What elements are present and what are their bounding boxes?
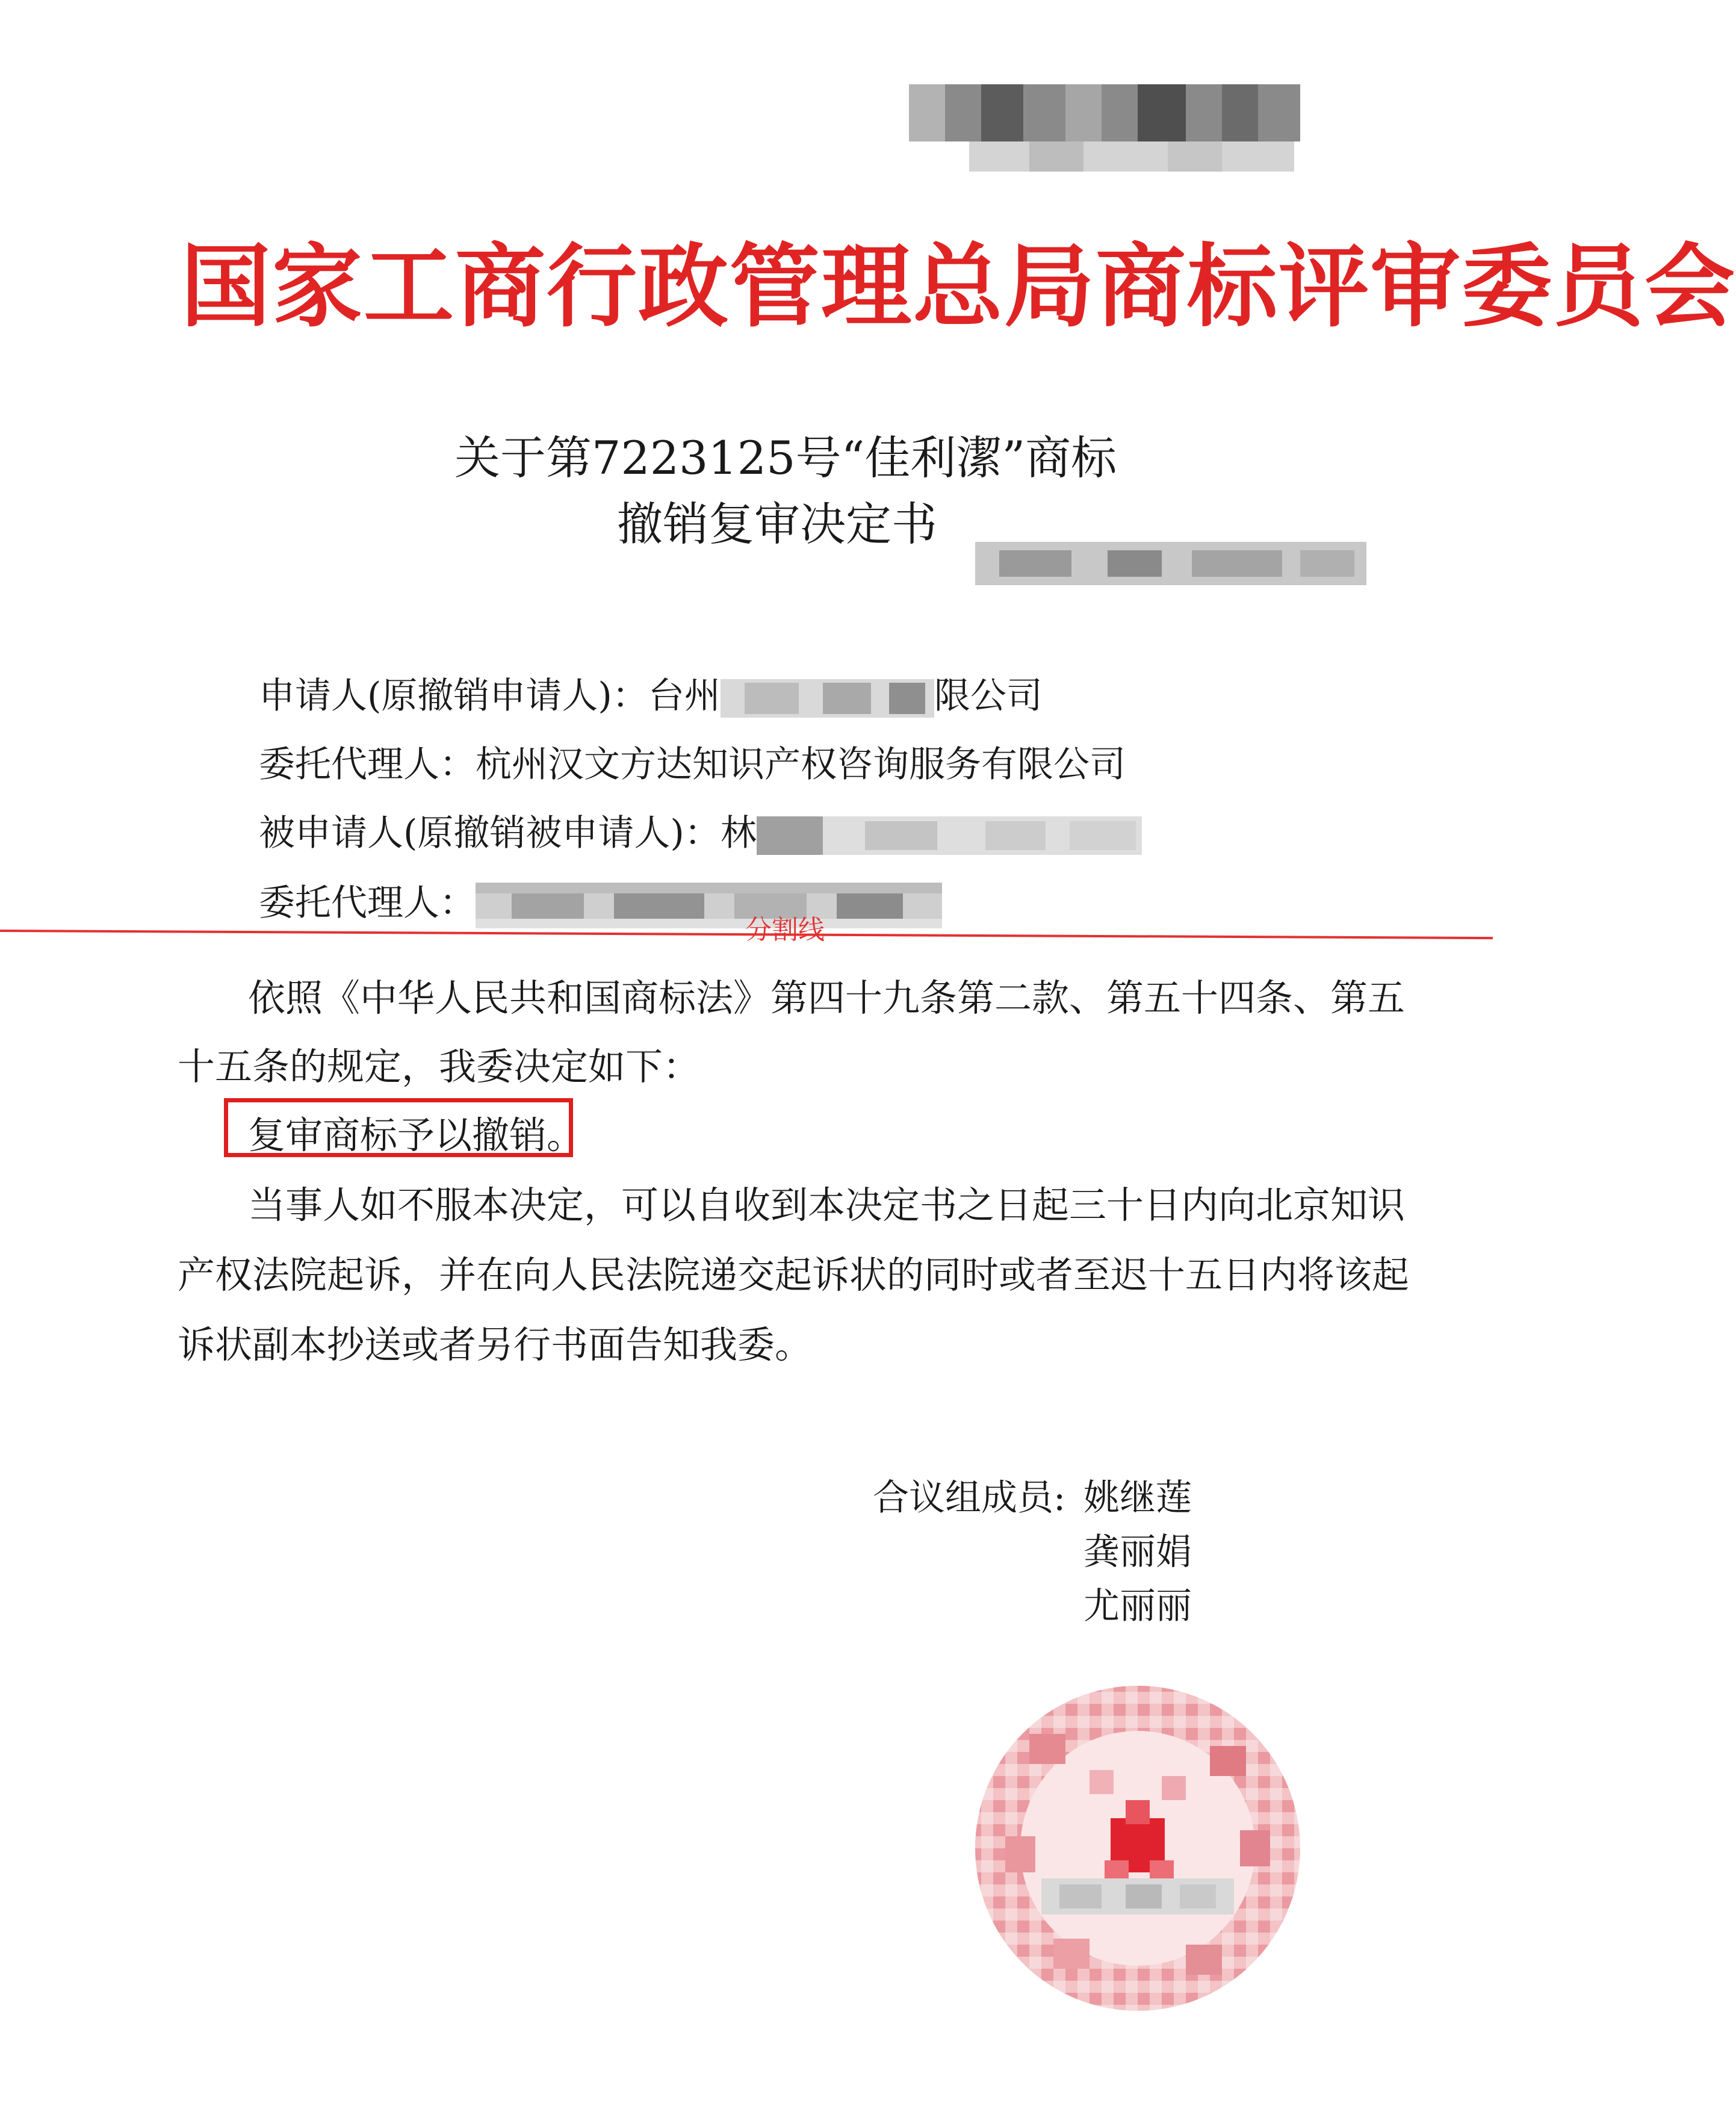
paragraph-1-line-1: 依照《中华人民共和国商标法》第四十九条第二款、第五十四条、第五 xyxy=(248,976,1406,1020)
paragraph-2-line-2: 产权法院起诉，并在向人民法院递交起诉状的同时或者至迟十五日内将该起 xyxy=(178,1253,1410,1297)
organization-title: 国家工商行政管理总局商标评审委员会 xyxy=(181,235,1736,340)
applicant-line xyxy=(259,667,1043,719)
document-title-line1: 关于第7223125号“佳利潔”商标 xyxy=(454,431,1117,485)
respondent-agent-label: 委托代理人： xyxy=(259,882,476,924)
panel-label: 合议组成员: xyxy=(873,1477,1066,1519)
panel-member: 尤丽丽 xyxy=(1083,1585,1192,1627)
respondent-label: 被申请人(原撤销被申请人)：林 xyxy=(259,812,757,854)
respondent-agent-line xyxy=(259,874,942,928)
divider-label: 分割线 xyxy=(745,915,825,945)
redacted-applicant-name xyxy=(721,679,934,718)
redacted-case-number xyxy=(975,542,1366,585)
applicant-label: 申请人(原撤销申请人)：台州 xyxy=(259,675,721,717)
applicant-agent-line: 委托代理人：杭州汉文方达知识产权咨询服务有限公司 xyxy=(259,744,1126,786)
paragraph-2-line-1: 当事人如不服本决定，可以自收到本决定书之日起三十日内向北京知识 xyxy=(248,1183,1406,1227)
panel-member: 龚丽娟 xyxy=(1083,1531,1192,1573)
redacted-doc-number xyxy=(909,84,1300,175)
paragraph-2-line-3: 诉状副本抄送或者另行书面告知我委。 xyxy=(178,1323,813,1367)
respondent-line xyxy=(259,804,1142,856)
decision-text: 复审商标予以撤销。 xyxy=(248,1113,584,1157)
panel-member: 姚继莲 xyxy=(1083,1477,1192,1519)
decision-highlight-box xyxy=(224,1098,573,1157)
paragraph-1-line-2: 十五条的规定，我委决定如下： xyxy=(178,1045,701,1089)
official-seal xyxy=(969,1680,1306,2017)
applicant-suffix: 限公司 xyxy=(934,675,1043,717)
redacted-respondent-agent xyxy=(476,883,942,928)
document-title-line2: 撤销复审决定书 xyxy=(617,497,937,551)
redacted-respondent-name xyxy=(757,816,1142,855)
